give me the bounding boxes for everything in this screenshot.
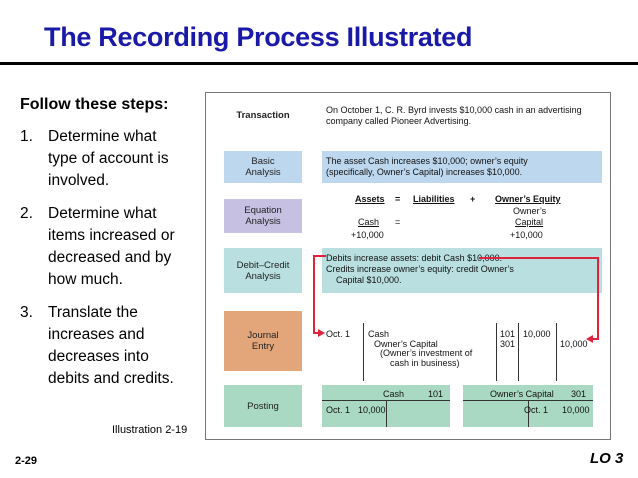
cash-posting-date: Oct. 1 — [326, 405, 351, 415]
steps-heading: Follow these steps: — [20, 96, 169, 113]
capital-account-number: 301 — [571, 389, 587, 399]
debit-flow-arrow — [314, 256, 326, 333]
step-text-line: involved. — [48, 172, 110, 189]
label-basic-analysis: Basic Analysis — [224, 151, 302, 183]
label-journal-entry: Journal Entry — [224, 311, 302, 371]
equation-capital-value: +10,000 — [510, 230, 543, 240]
cash-posting-amount: 10,000 — [358, 405, 386, 415]
step-text-line: decreased and by — [48, 249, 172, 266]
credit-flow-arrow — [479, 258, 598, 339]
cash-account-number: 101 — [428, 389, 444, 399]
step-text-line: Determine what — [48, 128, 157, 145]
journal-explanation-line: (Owner’s investment of — [380, 348, 473, 358]
page-number: 2-29 — [15, 455, 38, 467]
equation-liabilities-heading: Liabilities — [413, 194, 455, 204]
title-divider — [0, 62, 638, 65]
journal-credit-account: Owner’s Capital — [374, 339, 438, 349]
steps-list — [20, 126, 200, 401]
step-text-line: increases and — [48, 326, 145, 343]
debit-credit-text-line: Credits increase owner’s equity: credit Owner’s — [326, 264, 514, 274]
label-equation-analysis: Equation Analysis — [224, 199, 302, 233]
basic-analysis-text-line: (specifically, Owner’s Capital) increases $10,000. — [326, 167, 523, 177]
illustration-caption: Illustration 2-19 — [112, 424, 188, 436]
debit-arrowhead-icon — [318, 329, 325, 337]
label-debit-credit-analysis: Debit–Credit Analysis — [224, 248, 302, 293]
capital-posting-date: Oct. 1 — [524, 405, 549, 415]
capital-account-name: Owner’s Capital — [490, 389, 554, 399]
cash-account-name: Cash — [383, 389, 405, 399]
journal-date: Oct. 1 — [326, 329, 351, 339]
recording-process-illustration — [205, 92, 611, 440]
equation-owners-label: Owner’s — [513, 206, 547, 216]
step-number: 2. — [20, 205, 33, 222]
step-item — [20, 203, 200, 291]
journal-credit-amount: 10,000 — [560, 339, 588, 349]
equation-cash-label: Cash — [358, 217, 380, 227]
capital-posting-amount: 10,000 — [562, 405, 590, 415]
learning-objective: LO 3 — [590, 450, 624, 467]
basic-analysis-text-line: The asset Cash increases $10,000; owner’s equity — [326, 156, 528, 166]
credit-arrowhead-icon — [586, 335, 593, 343]
label-transaction: Transaction — [224, 103, 302, 127]
equation-cash-value: +10,000 — [351, 230, 384, 240]
debit-credit-text-line: Debits increase assets: debit Cash $10,000. — [326, 253, 503, 263]
equation-equals-sign-2: = — [395, 217, 401, 227]
step-number: 1. — [20, 128, 33, 145]
transaction-text-line: On October 1, C. R. Byrd invests $10,000 cash in an advertising — [326, 105, 582, 115]
step-text-line: how much. — [48, 271, 123, 288]
label-posting: Posting — [224, 385, 302, 427]
step-text-line: Determine what — [48, 205, 157, 222]
equation-assets-heading: Assets — [355, 194, 385, 204]
transaction-text-line: company called Pioneer Advertising. — [326, 116, 472, 126]
equation-owners-equity-heading: Owner’s Equity — [495, 194, 561, 204]
equation-plus-sign: + — [470, 194, 476, 204]
slide-title: The Recording Process Illustrated — [44, 22, 473, 52]
debit-credit-text-line: Capital $10,000. — [336, 275, 402, 285]
equation-equals-sign: = — [395, 194, 401, 204]
step-text-line: decreases into — [48, 348, 149, 365]
journal-debit-amount: 10,000 — [523, 329, 551, 339]
step-text-line: type of account is — [48, 150, 169, 167]
journal-debit-account: Cash — [368, 329, 390, 339]
journal-ref-debit: 101 — [500, 329, 516, 339]
step-item — [20, 126, 200, 192]
journal-explanation-line: cash in business) — [390, 358, 460, 368]
equation-capital-label: Capital — [515, 217, 544, 227]
step-number: 3. — [20, 304, 33, 321]
step-item — [20, 302, 200, 390]
step-text-line: debits and credits. — [48, 370, 174, 387]
step-text-line: Translate the — [48, 304, 138, 321]
journal-ref-credit: 301 — [500, 339, 516, 349]
step-text-line: items increased or — [48, 227, 175, 244]
flow-arrows — [206, 93, 610, 439]
